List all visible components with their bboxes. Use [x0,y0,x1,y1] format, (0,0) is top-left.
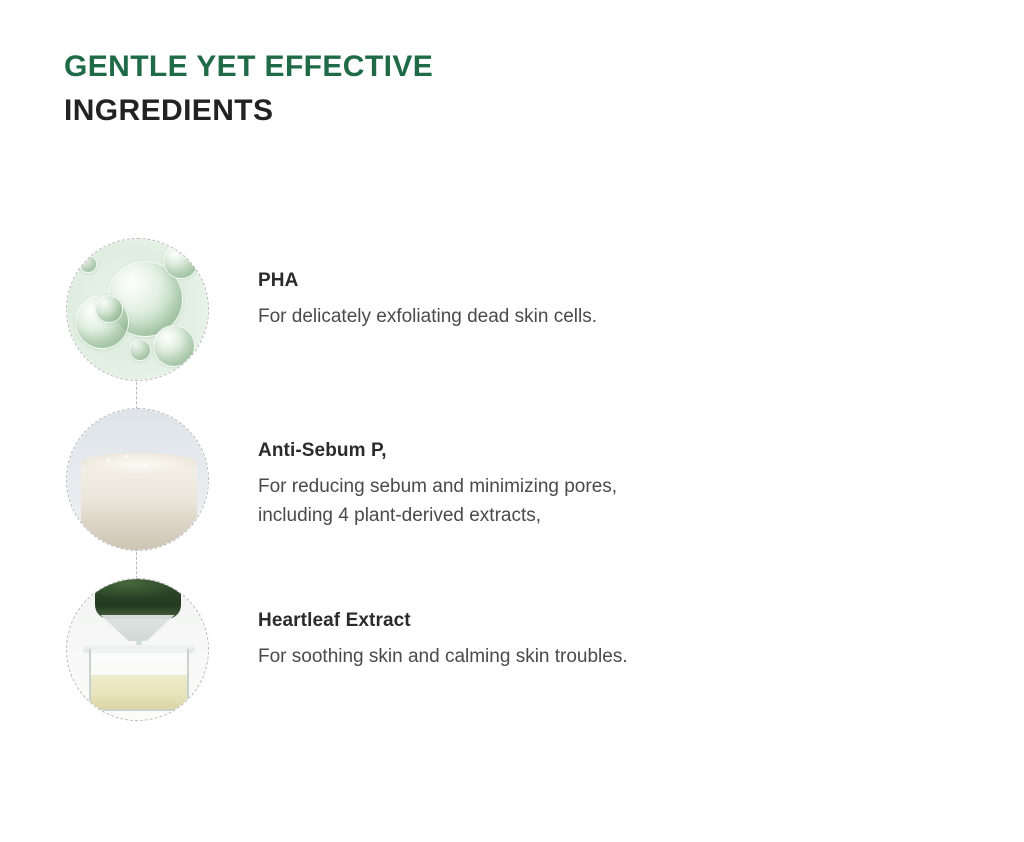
heartleaf-image [67,579,208,720]
list-item [64,238,964,408]
connector-line [136,552,137,579]
powder-icon [67,409,208,550]
ingredient-text [258,578,628,671]
heartleaf-thumbnail [66,578,209,721]
pha-image [67,239,208,380]
list-item [64,578,964,748]
list-item [64,408,964,578]
ingredient-description: For soothing skin and calming skin troubles. [258,646,628,667]
ingredient-list [64,238,964,748]
ingredient-title: PHA [258,270,299,291]
pha-thumbnail [66,238,209,381]
ingredient-text [258,238,597,331]
anti-sebum-image [67,409,208,550]
ingredient-thumb-wrap [64,408,210,551]
ingredient-description: For delicately exfoliating dead skin cells. [258,306,598,327]
ingredient-thumb-wrap [64,238,210,381]
page-title-line1: GENTLE YET EFFECTIVE [64,50,434,83]
bubbles-icon [67,239,208,380]
ingredient-text [258,408,617,531]
connector-line [136,382,137,409]
page-title-line2: INGREDIENTS [64,93,274,127]
ingredient-thumb-wrap [64,578,210,721]
ingredient-description-line1: For reducing sebum and minimizing pores, [258,476,618,497]
extraction-icon [67,579,208,720]
anti-sebum-thumbnail [66,408,209,551]
ingredient-title: Heartleaf Extract [258,610,411,631]
ingredient-description-line2: including 4 plant-derived extracts, [258,505,542,527]
ingredient-title: Anti-Sebum P, [258,440,387,461]
page-title [64,48,433,129]
